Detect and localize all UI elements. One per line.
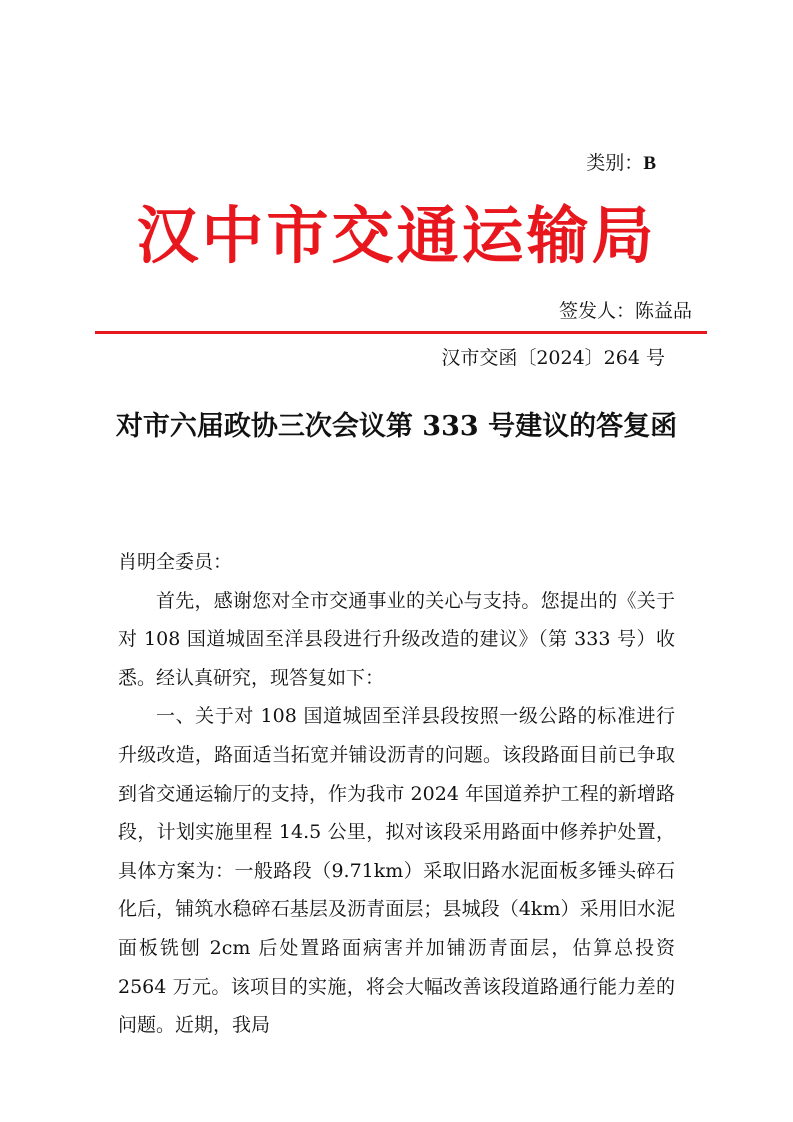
document-number: 汉市交函〔2024〕264 号 [441, 347, 665, 369]
category-value: B [643, 153, 656, 174]
red-divider-line [95, 331, 707, 334]
paragraph-item-one: 一、关于对 108 国道城固至洋县段按照一级公路的标准进行升级改造，路面适当拓宽并铺设沥青的问题。该段路面目前已争取到省交通运输厅的支持，作为我市 2024 年国道养护工程的新增路段，计划实施里程 14.5 公里，拟对该段采用路面中修养护处置，具体方案为：一般路段（9.71km）采取旧路水泥面板多锤头碎石化后，铺筑水稳碎石基层及沥青面层；县城段（4km）采用旧水泥面板铣刨 2cm 后处置路面病害并加铺沥青面层，估算总投资 2564 万元。该项目的实施，将会大幅改善该段道路通行能力差的问题。近期，我局 [118, 705, 675, 1037]
category-label: 类别： [586, 152, 644, 174]
category-line [586, 148, 656, 175]
letter-body [118, 543, 675, 1045]
document-title: 对市六届政协三次会议第 333 号建议的答复函 [115, 411, 678, 442]
signer-name: 陈益品 [634, 300, 692, 322]
signer-line [559, 296, 692, 323]
paragraph-intro: 首先，感谢您对全市交通事业的关心与支持。您提出的《关于对 108 国道城固至洋县段进行升级改造的建议》（第 333 号）收悉。经认真研究，现答复如下： [118, 589, 675, 689]
agency-masthead: 汉中市交通运输局 [136, 199, 657, 272]
signer-label: 签发人： [558, 300, 635, 322]
salutation: 肖明全委员： [118, 551, 233, 573]
